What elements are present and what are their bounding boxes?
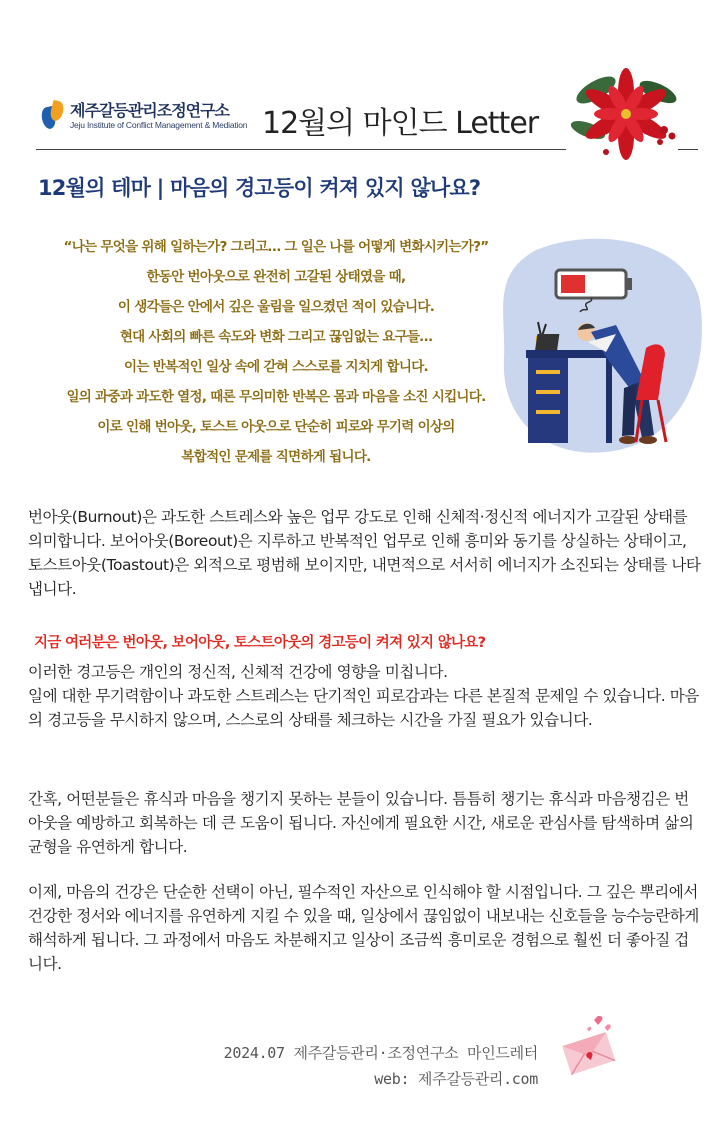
- org-name-en: Jeju Institute of Conflict Management & Mediation: [70, 119, 248, 130]
- warning-line-2: 일에 대한 무기력함이나 과도한 스트레스는 단기적인 피로감과는 다른 본질적 문제일 수 있습니다. 마음의 경고등을 무시하지 않으며, 스스로의 상태를 체크하는 시간을 가질 필요가 있습니다.: [28, 687, 699, 729]
- quote-line: 이는 반복적인 일상 속에 갇혀 스스로를 지치게 합니다.: [124, 359, 428, 375]
- quote-line: 이로 인해 번아웃, 토스트 아웃으로 단순히 피로와 무기력 이상의: [97, 419, 455, 435]
- org-logo: [42, 101, 247, 131]
- burnout-illustration: [496, 230, 708, 460]
- intro-quote: [26, 232, 526, 472]
- theme-heading: 12월의 테마 | 마음의 경고등이 켜져 있지 않나요?: [38, 176, 481, 200]
- quote-line: 복합적인 문제를 직면하게 됩니다.: [181, 449, 371, 465]
- footer-issue: 2024.07 제주갈등관리·조정연구소 마인드레터: [223, 1044, 538, 1062]
- warning-question-heading: 지금 여러분은 번아웃, 보어아웃, 토스트아웃의 경고등이 켜져 있지 않나요?: [34, 635, 486, 651]
- quote-line: 현대 사회의 빠른 속도와 변화 그리고 끊임없는 요구들…: [119, 329, 433, 345]
- burnout-definition-paragraph: 번아웃(Burnout)은 과도한 스트레스와 높은 업무 강도로 인해 신체적·정신적 에너지가 고갈된 상태를 의미합니다. 보어아웃(Boreout)은 지루하고 반복적인 업무로 인해 흥미와 동기를 상실하는 상태이고, 토스트아웃(Toastout)은 외적으로 평범해 보이지만, 내면적으로 서서히 에너지가 소진되는 상태를 나타냅니다.: [28, 508, 701, 598]
- letter-header: [0, 0, 724, 165]
- mind-health-paragraph: 이제, 마음의 건강은 단순한 선택이 아닌, 필수적인 자산으로 인식해야 할 시점입니다. 그 깊은 뿌리에서 건강한 정서와 에너지를 유연하게 지킬 수 있을 때, 일상에서 끊임없이 내보내는 신호들을 능수능란하게 해석하게 됩니다. 그 과정에서 마음도 차분해지고 일상이 조금씩 흥미로운 경험으로 훨씬 더 좋아질 겁니다.: [28, 883, 699, 973]
- love-letter-icon: [558, 1010, 622, 1076]
- logo-mark-icon: [42, 101, 64, 131]
- footer-web: web: 제주갈등관리.com: [374, 1070, 538, 1088]
- warning-paragraph: [28, 660, 703, 732]
- low-battery-icon: [556, 270, 632, 298]
- quote-line: 일의 과중과 과도한 열정, 때론 무의미한 반복은 몸과 마음을 소진 시킵니다.: [66, 389, 486, 405]
- poinsettia-icon: [566, 52, 686, 167]
- quote-line: “나는 무엇을 위해 일하는가? 그리고… 그 일은 나를 어떻게 변화시키는가?”: [63, 239, 489, 255]
- header-divider: [36, 149, 566, 150]
- warning-line-1: 이러한 경고등은 개인의 정신적, 신체적 건강에 영향을 미칩니다.: [28, 663, 448, 681]
- org-name-ko: 제주갈등관리조정연구소: [70, 100, 230, 120]
- letter-title: 12월의 마인드 Letter: [262, 106, 539, 141]
- letter-footer: [224, 1040, 538, 1092]
- quote-line: 한동안 번아웃으로 완전히 고갈된 상태였을 때,: [146, 269, 406, 285]
- rest-paragraph: 간혹, 어떤분들은 휴식과 마음을 챙기지 못하는 분들이 있습니다. 틈틈히 챙기는 휴식과 마음챙김은 번아웃을 예방하고 회복하는 데 큰 도움이 됩니다. 자신에게 필요한 시간, 새로운 관심사를 탐색하며 삶의 균형을 유연하게 합니다.: [28, 790, 694, 856]
- quote-line: 이 생각들은 안에서 깊은 울림을 일으켰던 적이 있습니다.: [117, 299, 435, 315]
